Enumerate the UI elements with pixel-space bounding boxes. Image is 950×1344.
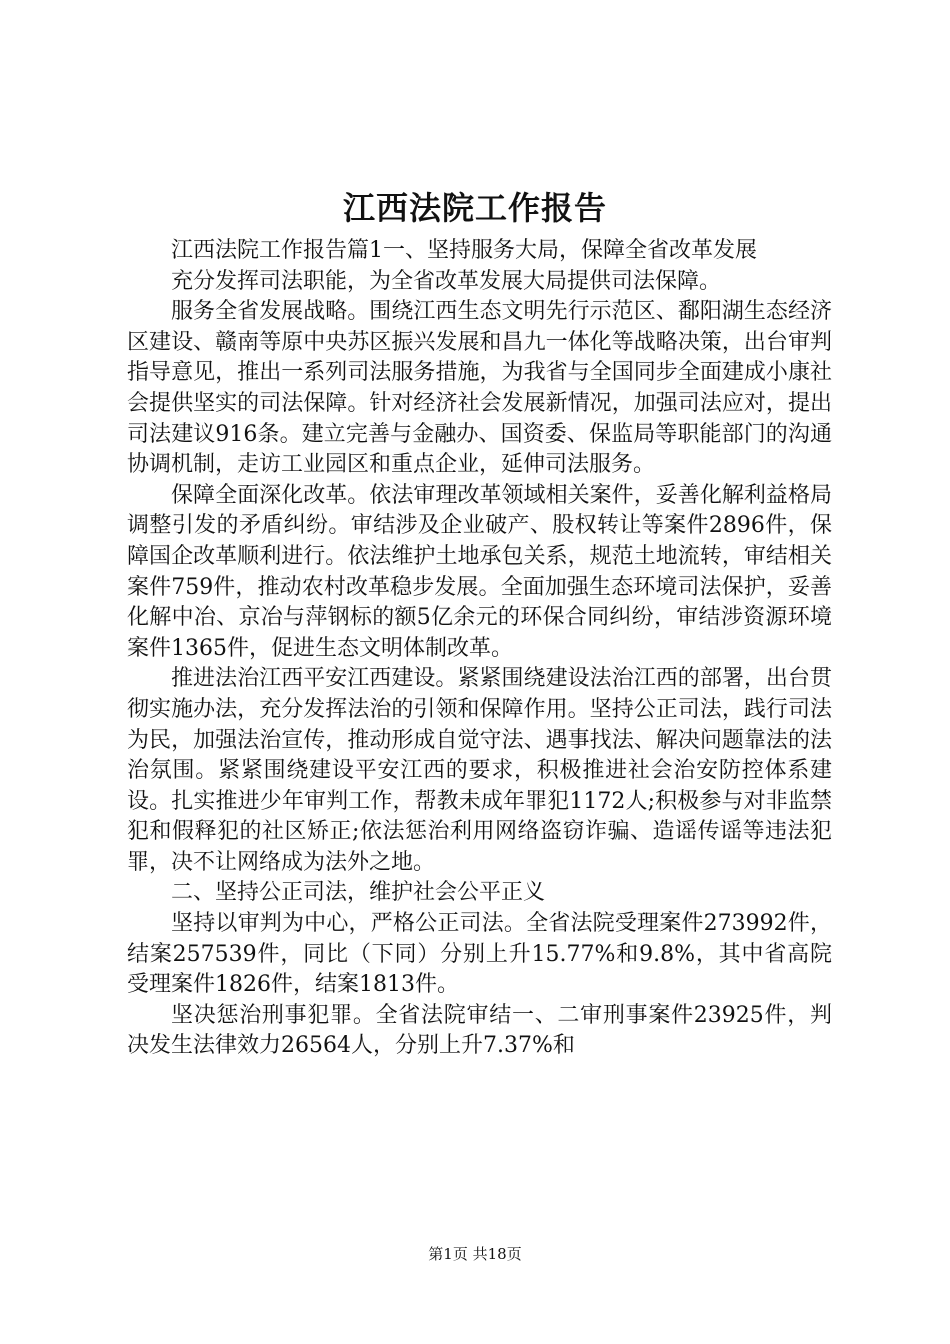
paragraph: 江西法院工作报告篇1一、坚持服务大局，保障全省改革发展: [171, 238, 757, 263]
paragraph: 充分发挥司法职能，为全省改革发展大局提供司法保障。: [171, 268, 722, 294]
paragraph: 坚持以审判为中心，严格公正司法。全省法院受理案件273992件，结案257539件，同比（下同）分别上升15.77%和9.8%，其中省高院受理案件1826件，结案1813件。: [127, 911, 832, 998]
paragraph: 保障全面深化改革。依法审理改革领域相关案件，妥善化解利益格局调整引发的矛盾纠纷。审结涉及企业破产、股权转让等案件2896件，保障国企改革顺利进行。依法维护土地承包关系，规范土地流转，审结相关案件759件，推动农村改革稳步发展。全面加强生态环境司法保护，妥善化解中冶、京冶与萍钢标的额5亿余元的环保合同纠纷，审结涉资源环境案件1365件，促进生态文明体制改革。: [127, 482, 832, 661]
paragraph: 坚决惩治刑事犯罪。全省法院审结一、二审刑事案件23925件，判决发生法律效力26564人，分别上升7.37%和: [127, 1002, 832, 1059]
section-heading: 二、坚持公正司法，维护社会公平正义: [171, 880, 546, 906]
page-footer: 第1页 共18页: [428, 1245, 522, 1263]
paragraph: 服务全省发展战略。围绕江西生态文明先行示范区、鄱阳湖生态经济区建设、赣南等原中央苏区振兴发展和昌九一体化等战略决策，出台审判指导意见，推出一系列司法服务措施，为我省与全国同步全面建成小康社会提供坚实的司法保障。针对经济社会发展新情况，加强司法应对，提出司法建议916条。建立完善与金融办、国资委、保监局等职能部门的沟通协调机制，走访工业园区和重点企业，延伸司法服务。: [127, 299, 832, 478]
paragraph: 推进法治江西平安江西建设。紧紧围绕建设法治江西的部署，出台贯彻实施办法，充分发挥法治的引领和保障作用。坚持公正司法，践行司法为民，加强法治宣传，推动形成自觉守法、遇事找法、解决问题靠法的法治氛围。紧紧围绕建设平安江西的要求，积极推进社会治安防控体系建设。扎实推进少年审判工作，帮教未成年罪犯1172人;积极参与对非监禁犯和假释犯的社区矫正;依法惩治利用网络盗窃诈骗、造谣传谣等违法犯罪，决不让网络成为法外之地。: [127, 666, 832, 875]
document-body: [127, 236, 832, 1062]
document-title: 江西法院工作报告: [342, 189, 607, 227]
